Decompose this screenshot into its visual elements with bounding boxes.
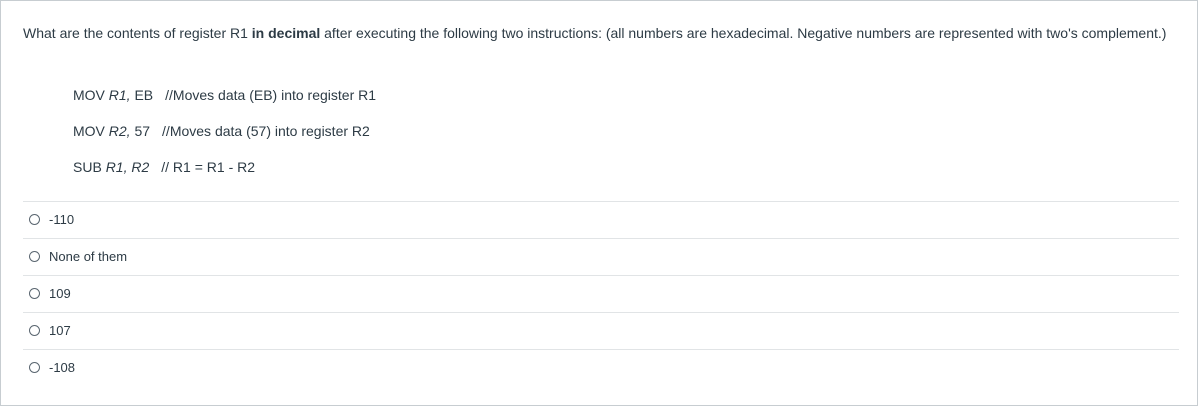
answer-option[interactable] [23,312,1179,349]
answer-label[interactable]: -110 [49,212,75,227]
answer-label[interactable]: 109 [49,286,71,301]
radio-button[interactable] [29,251,40,262]
answer-label[interactable]: None of them [49,249,128,264]
code-op: SUB [73,159,106,175]
answer-option[interactable] [23,201,1179,238]
code-operand: 57 [130,123,151,139]
code-line-1 [73,86,376,104]
question-text [23,23,1183,44]
answer-list [23,201,1179,386]
code-op: MOV [73,87,109,103]
answer-option[interactable] [23,238,1179,275]
code-register: R1, R2 [105,159,150,175]
answer-label[interactable]: 107 [49,323,71,338]
code-comment: //Moves data (57) into register R2 [162,123,370,139]
radio-button[interactable] [29,214,40,225]
code-line-2 [73,122,370,140]
code-register: R2, [108,123,131,139]
radio-button[interactable] [29,362,40,373]
radio-button[interactable] [29,288,40,299]
radio-button[interactable] [29,325,40,336]
code-comment: //Moves data (EB) into register R1 [165,87,377,103]
answer-option[interactable] [23,275,1179,312]
code-comment: // R1 = R1 - R2 [161,159,256,175]
answer-option[interactable] [23,349,1179,386]
question-emphasis: in decimal [251,25,321,41]
code-operand: EB [130,87,154,103]
question-suffix: after executing the following two instructions: (all numbers are hexadecimal. Negative numbers are represented with two's complement.) [320,25,1167,41]
question-prefix: What are the contents of register R1 [23,25,252,41]
code-line-3 [73,158,255,176]
code-op: MOV [73,123,109,139]
answer-label[interactable]: -108 [49,360,76,375]
code-register: R1, [108,87,131,103]
